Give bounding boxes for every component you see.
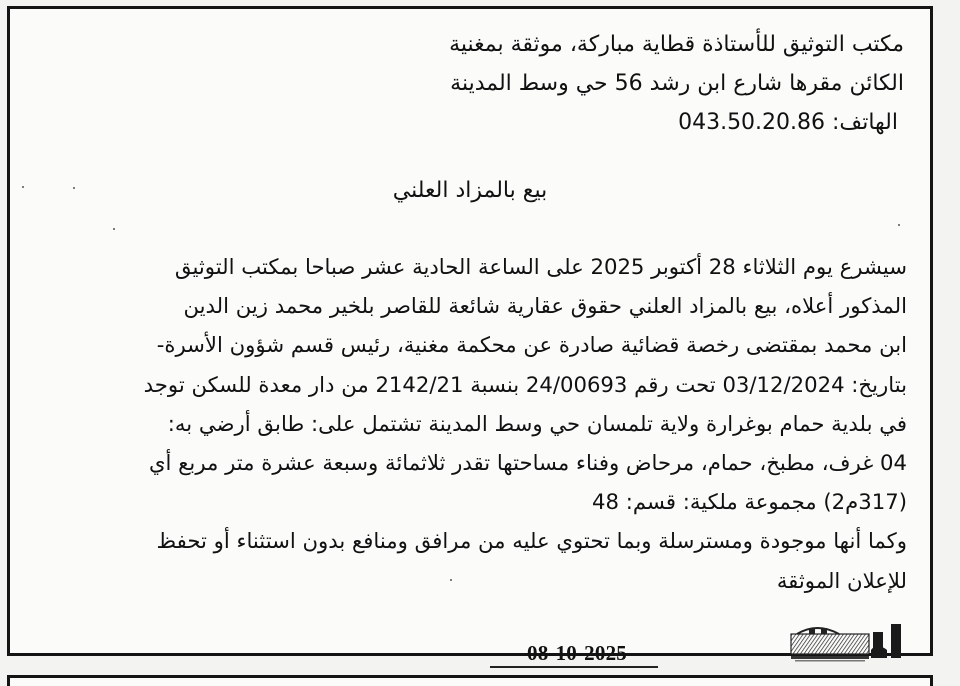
body-line: المذكور أعلاه، بيع بالمزاد العلني حقوق عقارية شائعة للقاصر بلخير محمد زين الدين <box>183 293 907 319</box>
notary-header <box>204 25 904 142</box>
paper-speck <box>22 186 24 188</box>
paper-speck <box>450 579 452 581</box>
body-line: وكما أنها موجودة ومسترسلة وبما تحتوي عليه من مرافق ومنافع بدون استثناء أو تحفظ <box>156 528 907 554</box>
notary-phone: الهاتف: 043.50.20.86 <box>678 110 898 135</box>
paper-speck <box>113 228 115 230</box>
notice-frame <box>7 6 933 656</box>
body-line: سيشرع يوم الثلاثاء 28 أكتوبر 2025 على الساعة الحادية عشر صباحا بمكتب التوثيق <box>174 254 907 279</box>
body-line: (317م2) مجموعة ملكية: قسم: 48 <box>592 489 907 515</box>
body-line: بتاريخ: 03/12/2024 تحت رقم 24/00693 بنسبة 2142/21 من دار معدة للسكن توجد <box>143 371 907 397</box>
notice-title: بيع بالمزاد العلني <box>392 178 548 203</box>
paper-speck <box>73 187 75 189</box>
paper-speck <box>898 224 900 226</box>
next-notice-frame <box>7 675 933 686</box>
body-line: 04 غرف، مطبخ، حمام، مرحاض وفناء مساحتها تقدر ثلاثمائة وسبعة عشرة متر مربع أي <box>148 450 907 476</box>
notary-address: الكائن مقرها شارع ابن رشد 56 حي وسط المدينة <box>450 71 904 96</box>
notary-office-name: مكتب التوثيق للأستاذة قطاية مباركة، موثقة بمغنية <box>449 32 904 57</box>
body-line: في بلدية حمام بوغرارة ولاية تلمسان حي وسط المدينة تشتمل على: طابق أرضي به: <box>167 410 907 436</box>
notice-body <box>27 247 907 600</box>
publication-date: 08-10-2025 <box>527 641 627 665</box>
date-underline <box>490 666 658 668</box>
body-line: للإعلان الموثقة <box>776 567 907 593</box>
newspaper-logo-icon <box>787 620 911 664</box>
body-line: ابن محمد بمقتضى رخصة قضائية صادرة عن محكمة مغنية، رئيس قسم شؤون الأسرة- <box>156 332 907 358</box>
